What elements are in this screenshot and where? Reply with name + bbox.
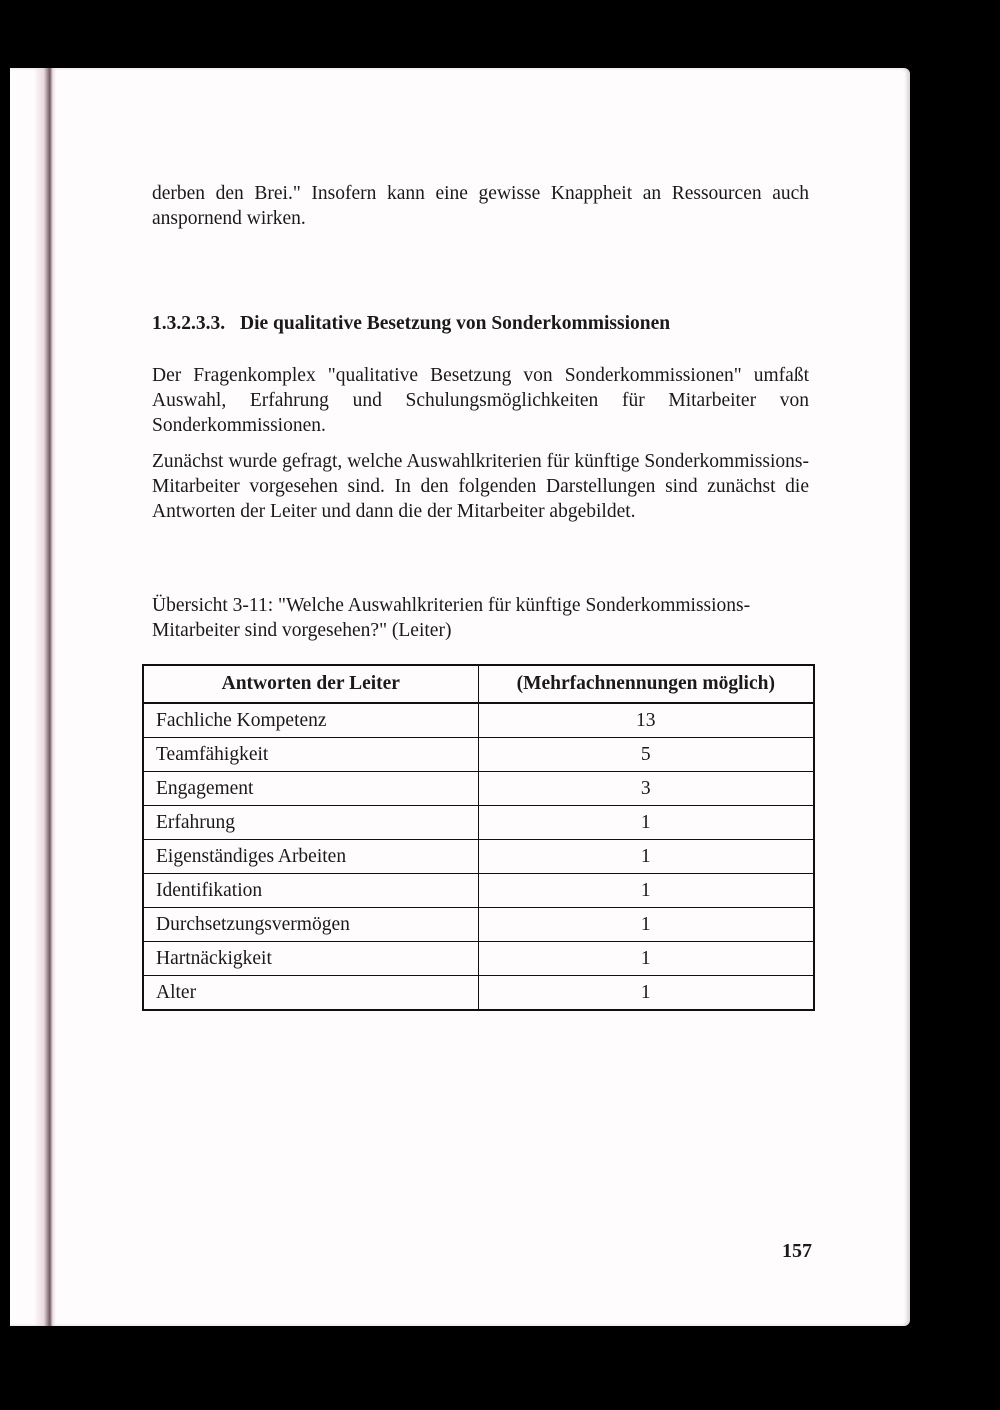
row-value: 13 bbox=[478, 703, 814, 738]
table-row bbox=[143, 840, 814, 874]
table-row bbox=[143, 772, 814, 806]
paragraph-question: Zunächst wurde gefragt, welche Auswahlkriterien für künftige Sonderkommissions-Mitarbeiter vorgesehen sind. In den folgenden Darstellungen sind zunächst die Antworten der Leiter und dann die der Mitarbeiter abgebildet. bbox=[152, 451, 809, 522]
table-header-row bbox=[143, 665, 814, 703]
header-multiple-answers: (Mehrfachnennungen möglich) bbox=[478, 665, 814, 703]
header-answers: Antworten der Leiter bbox=[143, 665, 478, 703]
table-row bbox=[143, 976, 814, 1011]
row-label: Hartnäckigkeit bbox=[143, 942, 478, 976]
paragraph-intro: Der Fragenkomplex "qualitative Besetzung von Sonderkommissionen" umfaßt Auswahl, Erfahrung und Schulungsmöglichkeiten für Mitarbeiter von Sonderkommissionen. bbox=[152, 365, 809, 436]
table-caption: Übersicht 3-11: "Welche Auswahlkriterien für künftige Sonderkommissions-Mitarbeiter sind vorgesehen?" (Leiter) bbox=[152, 595, 751, 641]
row-value: 5 bbox=[478, 738, 814, 772]
table-row bbox=[143, 908, 814, 942]
row-value: 1 bbox=[478, 976, 814, 1011]
page-number: 157 bbox=[782, 1240, 812, 1262]
table-row bbox=[143, 806, 814, 840]
row-label: Engagement bbox=[143, 772, 478, 806]
row-label: Teamfähigkeit bbox=[143, 738, 478, 772]
section-title: Die qualitative Besetzung von Sonderkommissionen bbox=[240, 313, 671, 334]
table-row bbox=[143, 738, 814, 772]
row-label: Fachliche Kompetenz bbox=[143, 703, 478, 738]
table-row bbox=[143, 942, 814, 976]
row-value: 1 bbox=[478, 942, 814, 976]
selection-criteria-table bbox=[142, 664, 815, 1011]
row-label: Erfahrung bbox=[143, 806, 478, 840]
row-value: 1 bbox=[478, 908, 814, 942]
section-heading bbox=[152, 313, 670, 335]
section-number: 1.3.2.3.3. bbox=[152, 313, 226, 334]
table-row bbox=[143, 874, 814, 908]
row-value: 1 bbox=[478, 840, 814, 874]
row-value: 3 bbox=[478, 772, 814, 806]
paragraph-continuation: derben den Brei." Insofern kann eine gewisse Knappheit an Ressourcen auch anspornend wirken. bbox=[152, 183, 809, 229]
table-row bbox=[143, 703, 814, 738]
binding-gutter bbox=[34, 68, 56, 1326]
row-label: Durchsetzungsvermögen bbox=[143, 908, 478, 942]
row-value: 1 bbox=[478, 874, 814, 908]
row-label: Alter bbox=[143, 976, 478, 1011]
row-label: Eigenständiges Arbeiten bbox=[143, 840, 478, 874]
row-label: Identifikation bbox=[143, 874, 478, 908]
row-value: 1 bbox=[478, 806, 814, 840]
